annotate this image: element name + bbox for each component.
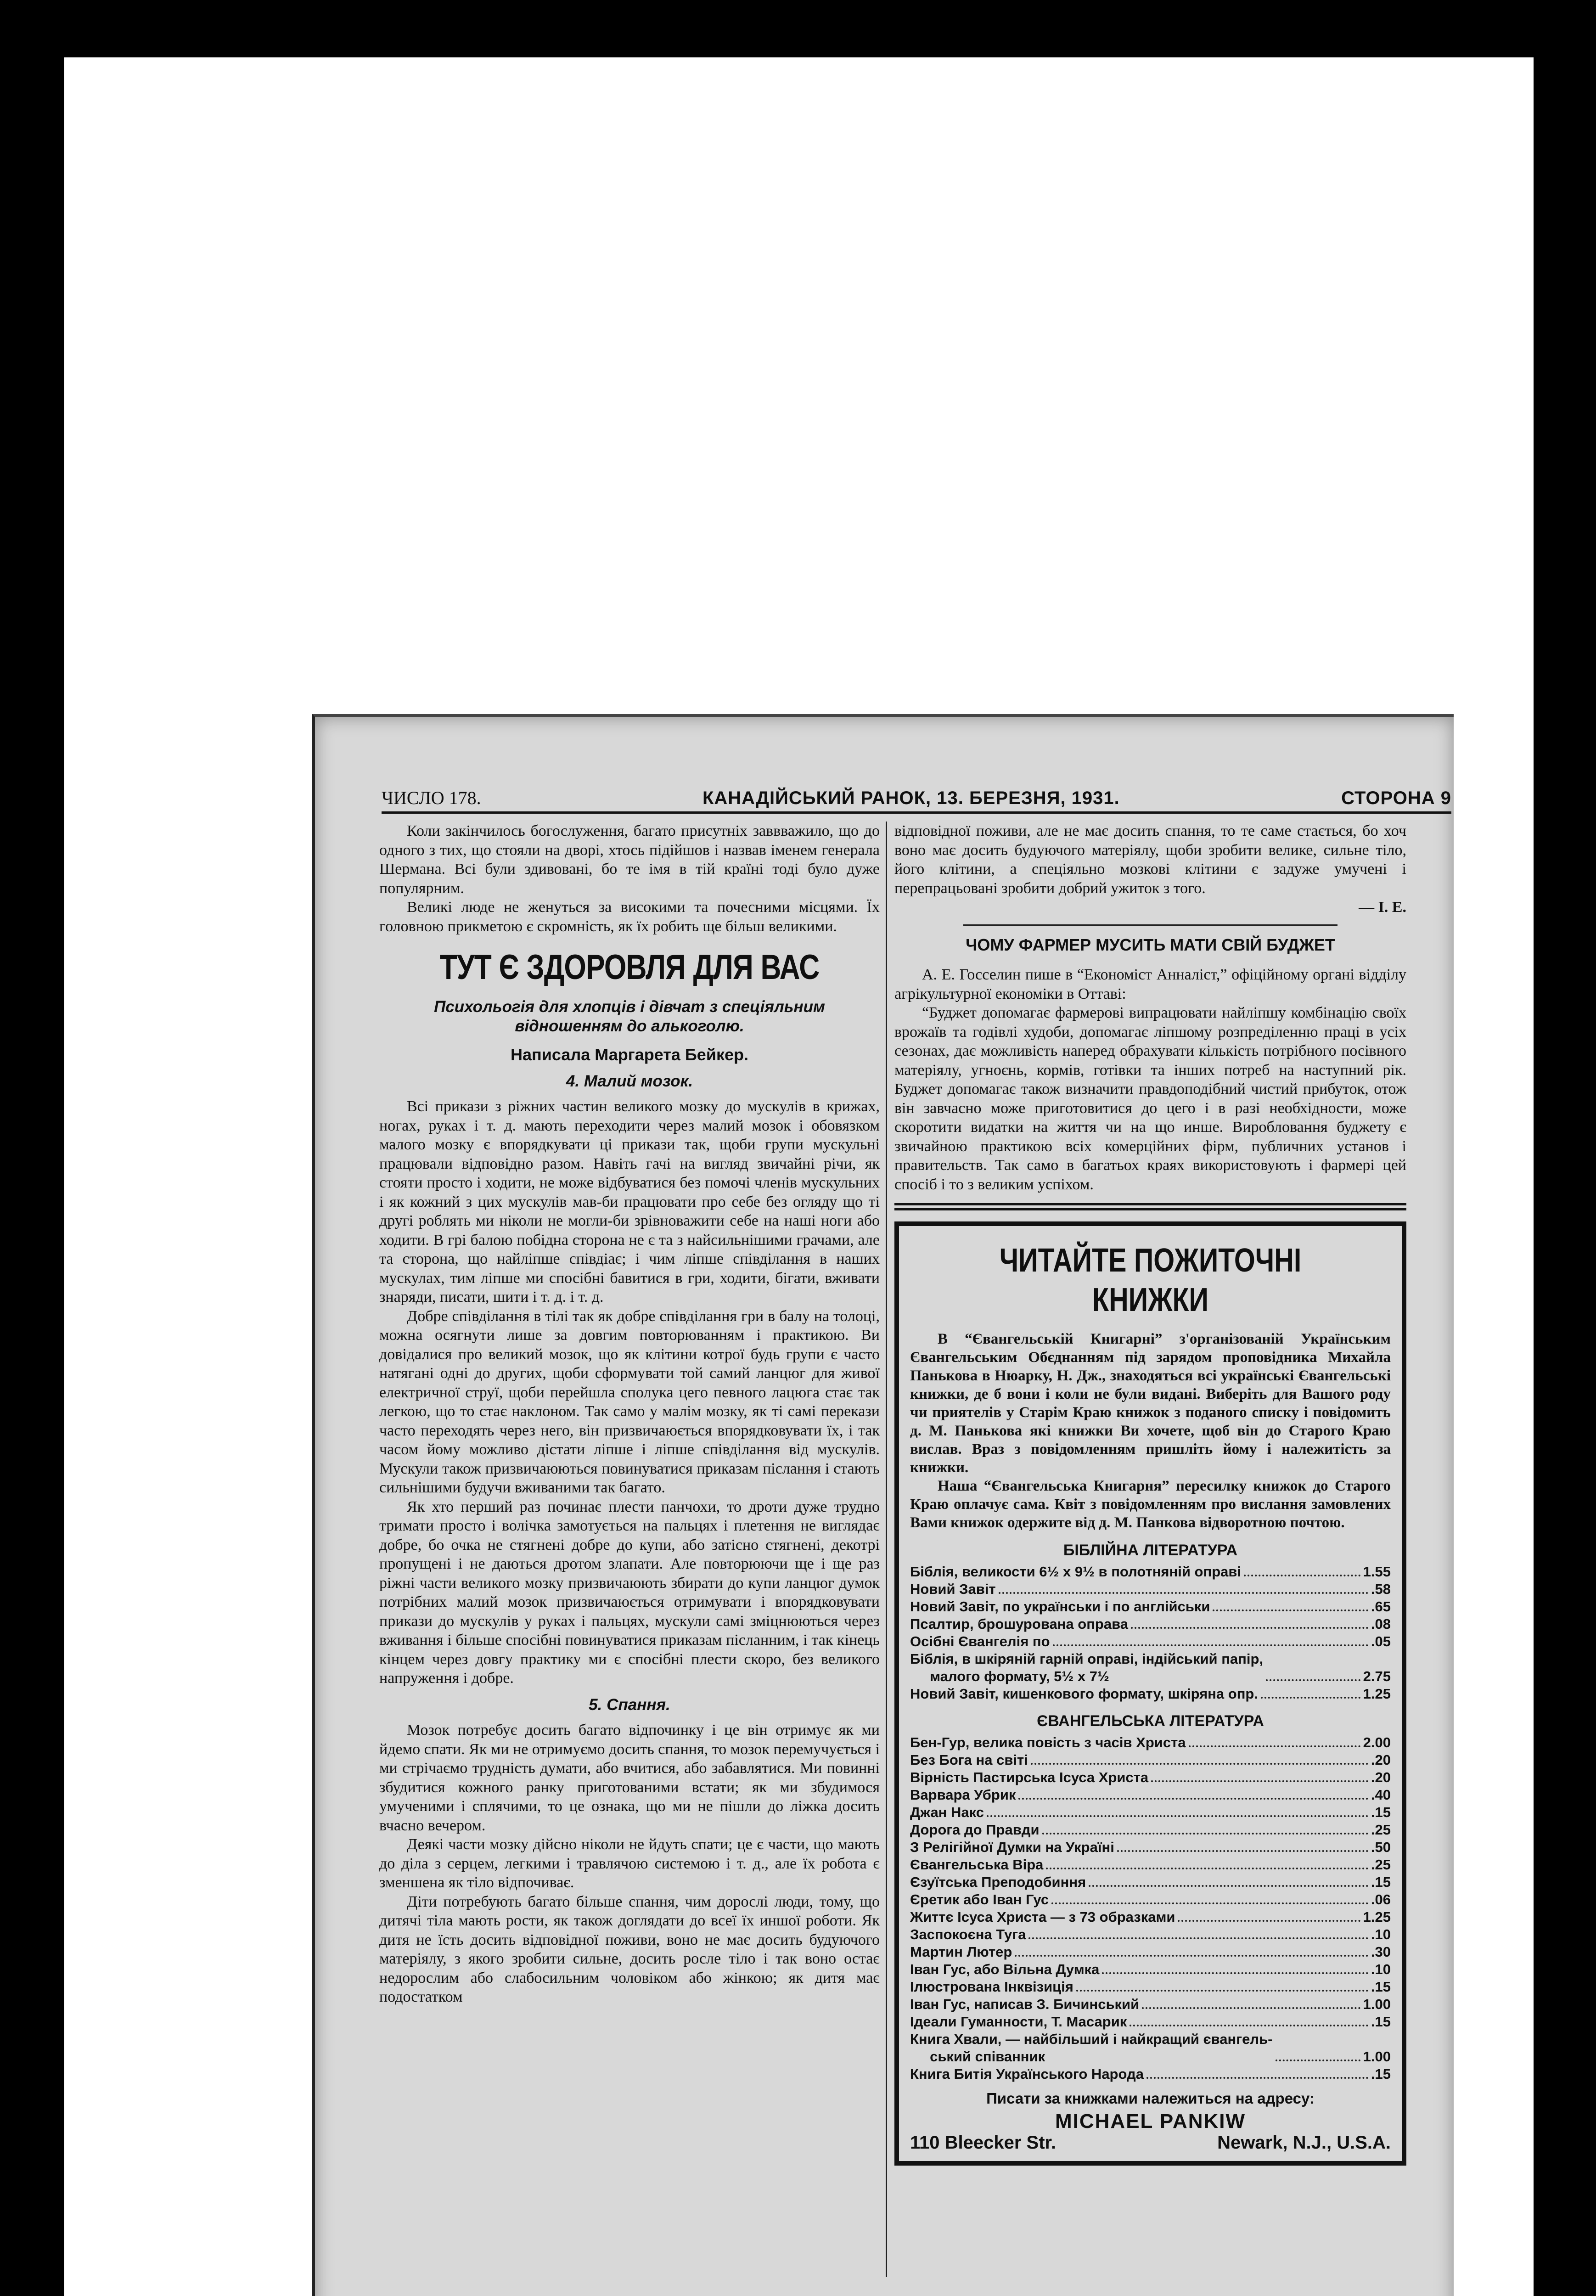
- street-address: 110 Bleecker Str.: [910, 2133, 1057, 2153]
- book-list-evangelical: [910, 1734, 1391, 2083]
- double-divider-rule: [894, 1203, 1406, 1210]
- dot-leader: [1018, 1798, 1368, 1800]
- dot-leader: [1213, 1609, 1368, 1611]
- book-list-item: [910, 2013, 1391, 2031]
- book-list-item: [910, 1734, 1391, 1751]
- book-title: Біблія, великости 6½ х 9½ в полотняній оправі: [910, 1564, 1242, 1580]
- newspaper-title: КАНАДІЙСЬКИЙ РАНОК, 13. БЕРЕЗНЯ, 1931.: [702, 788, 1120, 808]
- book-title: Варвара Убрик: [910, 1787, 1016, 1803]
- dot-leader: [999, 1592, 1368, 1594]
- book-title: Заспокоєна Туга: [910, 1926, 1026, 1942]
- order-note: Писати за книжками належиться на адресу:: [986, 2090, 1315, 2107]
- intro-paragraph: Великі люде не женуться за високими та почесними місцями. Їх головною прикметою є скромність, як їх робить ще більш великими.: [379, 899, 880, 935]
- article-paragraph: Всі прикази з ріжних частин великого мозку до мускулів в крижах, ногах, руках і т. д. мають переходити через малий мозок і обовязком малого мозку є впорядкувати ці прикази так, щоби групи мускульні працювали відповідно разом. Навіть гачі на вигляд звичайні річи, як стояти просто і ходити, не може відбуватися без помочі членів мускульних і як кожний з цих мускулів мав-би працювати про себе без огляду що ті другі роблять ми ніколи не могли-би зрівноважити себе на наші ноги або ходити. В грі балою побідна сторона не є та з найсильнішими грачами, але та сторона, що найліпше співдіає; і чим ліпше співділання в наших мускулах, тим ліпше ми спосібні бавитися в гри, ходити, бігати, вживати знаряди, писати, шити і т. д. і т. д.: [379, 1098, 880, 1306]
- publisher-address: [910, 2133, 1391, 2152]
- book-list-item: [910, 1650, 1391, 1685]
- dot-leader: [1051, 1902, 1368, 1904]
- page-number: СТОРОНА 9: [1341, 788, 1451, 808]
- section-heading: 4. Малий мозок.: [566, 1072, 693, 1090]
- book-title: Новий Завіт, кишенкового формату, шкіряна опр.: [910, 1686, 1258, 1702]
- book-price: .25: [1371, 1822, 1391, 1838]
- ad-section-heading: БІБЛІЙНА ЛІТЕРАТУРА: [1063, 1542, 1238, 1559]
- book-list-item: [910, 1926, 1391, 1943]
- article-paragraph: А. Е. Госселин пише в “Економіст Анналіст,” офіційному органі відділу агрікультурної економіки в Оттаві:: [894, 966, 1406, 1002]
- book-title: Іван Гус, або Вільна Думка: [910, 1961, 1100, 1977]
- book-list-item: [910, 1839, 1391, 1856]
- book-price: .58: [1371, 1581, 1391, 1597]
- article-paragraph: “Буджет допомагає фармерові випрацювати найліпшу комбінацію своїх врожаїв та годівлі худоби, допомагає ліпшому розпреділенню праці в усіх сезонах, дає можливість наперед обрахувати кількість потрібного посівного матеріялу, угноєнь, кормів, готівки та інших потреб на наступний рік. Буджет допомагає також визначити правдоподібний чистий прибуток, отож він завчасно може приготовитися до цего і в разі необхідности, може скоротити видатки на життя чи на що инше. Виробловання буджету є звичайною практикою всіх комерційних фірм, публичних установ і правительств. Так само в багатьох краях використовують і фармері цей спосіб і то з великим успіхом.: [894, 1004, 1406, 1193]
- book-list-item: [910, 1996, 1391, 2013]
- continuation-paragraph: відповідної поживи, але не має досить спання, то те саме стається, бо хоч воно має досить будуючого матеріялу, щоби зробити велике, сильне тіло, його клітини, а спеціяльно мозкові клітини є задуже умучені і перепрацьовані зробити добрий ужиток з того.: [894, 822, 1406, 897]
- book-list-item: [910, 1804, 1391, 1821]
- article-paragraph: Як хто перший раз починає плести панчохи, то дроти дуже трудно тримати просто і волічка замотується на пальцях і плетення не виглядає добре, бо очка не стягнені добре до купи, або затісно стягнені, декотрі пропущені і не даються дротом злапати. Але повторюючи ще і ще раз ріжні части великого мозку призвичаюють збирати до купи ланцюг думок потрібних малий мозок призвичаюється отримувати і впорядковувати прикази до мускулів у руках і пальцях, мускули самі зміцнюються через вживання і більше спосібні повинуватися приказам післанним, і так кінець кінцем через довгу практику ми є спосібні плести скоро, без великого напруження і добре.: [379, 1498, 880, 1687]
- book-price: .15: [1371, 2014, 1391, 2030]
- book-price: .08: [1371, 1616, 1391, 1632]
- book-price: .30: [1371, 1944, 1391, 1960]
- book-price: .25: [1371, 1857, 1391, 1873]
- book-price: 1.55: [1363, 1564, 1391, 1580]
- book-list-biblical: [910, 1563, 1391, 1703]
- section-heading: 5. Спання.: [589, 1695, 670, 1714]
- book-title: Новий Завіт: [910, 1581, 996, 1597]
- dot-leader: [1189, 1745, 1360, 1747]
- book-list-item: [910, 1769, 1391, 1786]
- book-price: .15: [1371, 2066, 1391, 2082]
- book-price: .15: [1371, 1874, 1391, 1890]
- book-price: .10: [1371, 1961, 1391, 1977]
- book-advertisement: [894, 1221, 1406, 2166]
- book-list-item: [910, 1633, 1391, 1650]
- article-title: ТУТ Є ЗДОРОВЛЯ ДЛЯ ВАС: [439, 948, 820, 987]
- book-list-item: [910, 1908, 1391, 1926]
- book-price: 1.25: [1363, 1686, 1391, 1702]
- article-byline: Написала Маргарета Бейкер.: [511, 1045, 748, 1064]
- page-header: [382, 781, 1451, 814]
- book-title: Ідеали Гуманности, Т. Масарик: [910, 2014, 1127, 2030]
- dot-leader: [1031, 1763, 1368, 1765]
- dot-leader: [1142, 2007, 1360, 2009]
- book-price: .65: [1371, 1598, 1391, 1615]
- book-title: Вірність Пастирська Ісуса Христа: [910, 1769, 1149, 1785]
- article-paragraph: Мозок потребує досить багато відпочинку і це він отримує як ми йдемо спати. Як ми не отримуємо досить спання, то мозок перемучується і ми стрічаємо трудність думати, або вчитися, або забавлятися. Ми повинні збудитися кожного ранку приготованими встати; як ми збудимося умученими і сплячими, то це ознака, що ми не пішли до ліжка досить вчасно вечером.: [379, 1722, 880, 1834]
- book-title: Ілюстрована Інквізиція: [910, 1979, 1073, 1995]
- book-price: .40: [1371, 1787, 1391, 1803]
- article-paragraph: Діти потребують багато більше спання, чим дорослі люди, тому, що дитячі тіла мають рости, як також доглядати до всеї їх иншої роботи. Як дитя не їсть досить відповідної поживи, воно не має досить будуючого матеріялу, з якого зробити сильне, досить росле тіло і так воно остає недорослим або слабосильним чоловіком або жінкою; як дитя має подостатком: [379, 1893, 880, 2005]
- book-list-item: [910, 1581, 1391, 1598]
- book-price: 1.00: [1363, 2048, 1391, 2065]
- book-title: Бен-Гур, велика повість з часів Христа: [910, 1734, 1186, 1750]
- dot-leader: [1046, 1868, 1368, 1869]
- issue-number: ЧИСЛО 178.: [382, 788, 481, 808]
- dot-leader: [1015, 1955, 1368, 1957]
- book-price: 1.00: [1363, 1996, 1391, 2012]
- divider-rule: [963, 924, 1337, 926]
- book-title: Книга Хвали, — найбільший і найкращий євангель- ський співанник: [910, 2031, 1273, 2065]
- dot-leader: [1042, 1833, 1368, 1835]
- book-price: .06: [1371, 1891, 1391, 1908]
- dot-leader: [1102, 1972, 1368, 1974]
- city-address: Newark, N.J., U.S.A.: [1217, 2133, 1391, 2153]
- book-title: Псалтир, брошурована оправа: [910, 1616, 1128, 1632]
- book-title: Новий Завіт, по українськи і по англійськи: [910, 1598, 1210, 1615]
- book-title: З Релігійної Думки на Україні: [910, 1839, 1114, 1855]
- article-title: ЧОМУ ФАРМЕР МУСИТЬ МАТИ СВІЙ БУДЖЕТ: [966, 935, 1335, 954]
- book-list-item: [910, 2031, 1391, 2065]
- dot-leader: [1178, 1920, 1360, 1922]
- ad-body: [910, 1330, 1391, 1532]
- book-price: .20: [1371, 1769, 1391, 1785]
- ad-paragraph: Наша “Євангельська Книгарня” пересилку книжок до Старого Краю оплачує сама. Квіт з повідомленням про вислання замовлених Вами книжок одержите від д. М. Панкова відворотною почтою.: [910, 1478, 1391, 1531]
- dot-leader: [1028, 1937, 1368, 1939]
- book-price: .05: [1371, 1633, 1391, 1649]
- book-title: Дорога до Правди: [910, 1822, 1040, 1838]
- book-price: .50: [1371, 1839, 1391, 1855]
- dot-leader: [1131, 1627, 1368, 1629]
- book-title: Книга Битія Українського Народа: [910, 2066, 1144, 2082]
- book-list-item: [910, 1874, 1391, 1891]
- book-price: .20: [1371, 1752, 1391, 1768]
- book-price: .15: [1371, 1979, 1391, 1995]
- book-list-item: [910, 1685, 1391, 1703]
- book-title: Мартин Лютер: [910, 1944, 1012, 1960]
- dot-leader: [1130, 2025, 1368, 2026]
- dot-leader: [1076, 1990, 1368, 1992]
- dot-leader: [1089, 1885, 1368, 1887]
- left-column: [379, 822, 880, 2007]
- column-divider: [886, 822, 887, 2277]
- book-title: Єретик або Іван Гус: [910, 1891, 1049, 1908]
- ad-paragraph: В “Євангельській Книгарні” з'органiзованій Українським Євангельським Обєднанням під зарядом проповідника Михайла Панькова в Нюарку, Н. Дж., знаходяться всі українські Євангельські книжки, де б вони і коли не були видані. Виберіть для Вашого роду чи приятелів у Старім Краю книжок з поданого списку і повідомить д. М. Панькова які книжки Ви хочете, щоб він до Старого Краю вислав. Враз з повідомленням пришліть йому і належитість за книжки.: [910, 1331, 1391, 1476]
- dot-leader: [1276, 2060, 1360, 2061]
- book-title: Іван Гус, написав З. Бичинський: [910, 1996, 1140, 2012]
- book-price: .10: [1371, 1926, 1391, 1942]
- author-signature: — І. Е.: [1359, 899, 1406, 916]
- book-title: Біблія, в шкіряній гарній оправі, індійський папір, малого формату, 5½ х 7½: [910, 1651, 1264, 1684]
- book-title: Життє Ісуса Христа — з 73 образками: [910, 1909, 1175, 1925]
- article-paragraph: Деякі части мозку дійсно ніколи не йдуть спати; це є части, що мають до діла з серцем, легкими і травлячою системою і т. д., але їх робота є зменшена як тіло відпочиває.: [379, 1836, 880, 1891]
- book-list-item: [910, 1563, 1391, 1581]
- dot-leader: [1146, 2077, 1368, 2079]
- right-column: [894, 822, 1406, 2166]
- book-price: .15: [1371, 1804, 1391, 1820]
- book-list-item: [910, 1751, 1391, 1769]
- dot-leader: [1266, 1679, 1360, 1681]
- book-list-item: [910, 1891, 1391, 1908]
- dot-leader: [987, 1815, 1368, 1817]
- book-list-item: [910, 1961, 1391, 1978]
- book-price: 2.75: [1363, 1668, 1391, 1684]
- book-list-item: [910, 1856, 1391, 1874]
- book-title: Джан Накс: [910, 1804, 984, 1820]
- microfilm-frame: [64, 57, 1534, 2296]
- book-list-item: [910, 1821, 1391, 1839]
- book-list-item: [910, 1615, 1391, 1633]
- book-list-item: [910, 1598, 1391, 1615]
- book-price: 1.25: [1363, 1909, 1391, 1925]
- dot-leader: [1261, 1697, 1360, 1699]
- publisher-name: MICHAEL PANKIW: [1055, 2110, 1246, 2133]
- article-paragraph: Добре співділання в тілі так як добре співділання гри в балу на толоці, можна осягнути лише за довгим повторюванням і практикою. Ви довідалися про великий мозок, що як клітини котрої будь групи є часто натягані одні до других, щоби сформувати той самий ланцюг для живої електричної струї, щоби перейшла сполука цего певного лацюга стає так легкою, що то стає наклоном. Так само у малім мозку, як ті самі перекази часто переходять через него, він призвичаюється впорядковувати їх, і так часом йому можливо дістати ліпше і ліпше співділання від мускулів. Мускули також призвичаюються повинуватися приказам післання і стають сильнішими будучи вживаними так багато.: [379, 1307, 880, 1496]
- dot-leader: [1053, 1644, 1368, 1646]
- book-list-item: [910, 2065, 1391, 2083]
- book-price: 2.00: [1363, 1734, 1391, 1750]
- article-subtitle: Психольогія для хлопців і дівчат з спеціяльним відношенням до алькоголю.: [434, 998, 825, 1035]
- book-title: Без Бога на світі: [910, 1752, 1028, 1768]
- book-list-item: [910, 1943, 1391, 1961]
- newspaper-page: [312, 714, 1454, 2296]
- book-list-item: [910, 1786, 1391, 1804]
- dot-leader: [1117, 1850, 1368, 1852]
- ad-title: ЧИТАЙТЕ ПОЖИТОЧНІ КНИЖКИ: [999, 1242, 1302, 1318]
- book-list-item: [910, 1978, 1391, 1996]
- dot-leader: [1244, 1575, 1360, 1576]
- ad-section-heading: ЄВАНГЕЛЬСЬКА ЛІТЕРАТУРА: [1037, 1712, 1264, 1730]
- intro-paragraph: Коли закінчилось богослуження, багато присутніх заввважило, що до одного з тих, що стояли на дворі, хтось підійшов і назвав іменем генерала Шермана. Всі були здивовані, бо те імя в тій країні тоді було дуже популярним.: [379, 822, 880, 897]
- book-title: Осібні Євангелія по: [910, 1633, 1050, 1649]
- book-title: Євангельська Віра: [910, 1857, 1044, 1873]
- dot-leader: [1151, 1780, 1368, 1782]
- book-title: Єзуїтська Преподобиння: [910, 1874, 1086, 1890]
